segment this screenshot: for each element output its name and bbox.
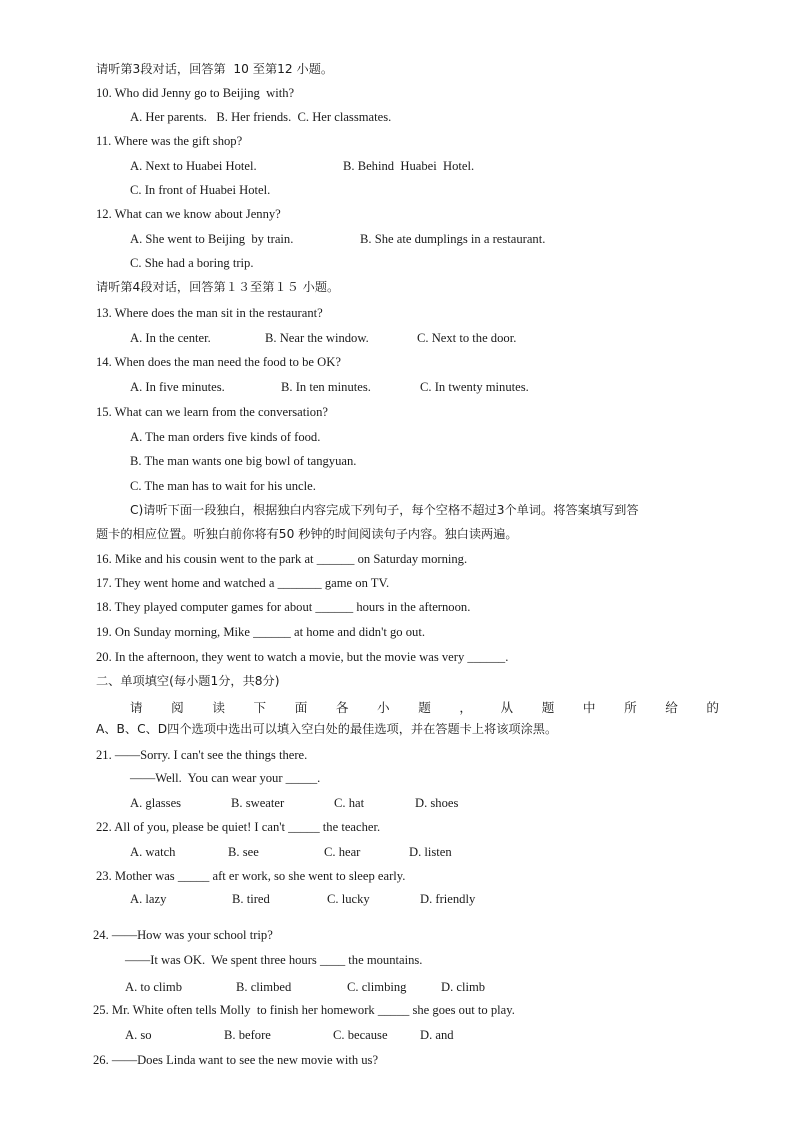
question-12-option-a: A. She went to Beijing by train. xyxy=(130,232,294,246)
question-23-option-c: C. lucky xyxy=(327,892,370,906)
question-23-option-b: B. tired xyxy=(232,892,270,906)
section-heading-part4: 请听第4段对话，回答第１３至第１５ 小题。 xyxy=(96,280,340,294)
question-23-option-d: D. friendly xyxy=(420,892,476,906)
question-14-option-b: B. In ten minutes. xyxy=(281,380,371,394)
question-14-option-a: A. In five minutes. xyxy=(130,380,225,394)
instruction-char: 阅 xyxy=(171,700,184,715)
question-22-option-c: C. hear xyxy=(324,845,361,859)
question-23-option-a: A. lazy xyxy=(130,892,167,906)
instruction-char: 题 xyxy=(541,700,555,715)
question-25-option-c: C. because xyxy=(333,1028,388,1042)
question-21-reply: ——Well. You can wear your _____. xyxy=(130,771,321,785)
question-11-option-b: B. Behind Huabei Hotel. xyxy=(343,159,475,173)
question-17: 17. They went home and watched a _______ game on TV. xyxy=(96,576,390,590)
question-13-option-b: B. Near the window. xyxy=(265,331,369,345)
question-22: 22. All of you, please be quiet! I can't _____ the teacher. xyxy=(96,820,381,834)
question-14: 14. When does the man need the food to be OK? xyxy=(96,355,341,369)
question-11-option-c: C. In front of Huabei Hotel. xyxy=(130,183,271,197)
question-11: 11. Where was the gift shop? xyxy=(96,134,243,148)
question-24: 24. ——How was your school trip? xyxy=(93,928,273,942)
section-heading-single-choice: 二、单项填空(每小题1分，共8分) xyxy=(96,674,280,688)
question-24-option-d: D. climb xyxy=(441,980,486,994)
question-10: 10. Who did Jenny go to Beijing with? xyxy=(96,86,295,100)
question-23: 23. Mother was _____ aft er work, so she went to sleep early. xyxy=(96,869,406,883)
instruction-char: 各 xyxy=(335,700,349,715)
question-24-reply: ——It was OK. We spent three hours ____ the mountains. xyxy=(125,953,423,967)
question-18: 18. They played computer games for about ______ hours in the afternoon. xyxy=(96,600,471,614)
instruction-char: 题 xyxy=(418,700,431,715)
question-15-option-a: A. The man orders five kinds of food. xyxy=(130,430,321,444)
question-13: 13. Where does the man sit in the restaurant? xyxy=(96,306,323,320)
question-25-option-d: D. and xyxy=(420,1028,454,1042)
question-15-option-c: C. The man has to wait for his uncle. xyxy=(130,479,316,493)
instruction-char: 的 xyxy=(706,700,719,715)
question-11-option-a: A. Next to Huabei Hotel. xyxy=(130,159,257,173)
question-24-option-b: B. climbed xyxy=(236,980,292,994)
question-21-option-c: C. hat xyxy=(334,796,365,810)
question-24-option-c: C. climbing xyxy=(347,980,407,994)
instruction-char: 所 xyxy=(624,700,637,715)
question-21-option-b: B. sweater xyxy=(231,796,285,810)
question-13-option-c: C. Next to the door. xyxy=(417,331,517,345)
instruction-char: 下 xyxy=(253,700,267,715)
question-12-option-c: C. She had a boring trip. xyxy=(130,256,254,270)
instruction-single-choice: A、B、C、D四个选项中选出可以填入空白处的最佳选项，并在答题卡上将该项涂黑。 xyxy=(96,722,558,736)
instruction-char: ， xyxy=(459,700,472,715)
question-25-option-b: B. before xyxy=(224,1028,271,1042)
instruction-char: 面 xyxy=(294,700,308,715)
question-15: 15. What can we learn from the conversation? xyxy=(96,405,328,419)
question-21-option-d: D. shoes xyxy=(415,796,459,810)
question-19: 19. On Sunday morning, Mike ______ at home and didn't go out. xyxy=(96,625,425,639)
question-21: 21. ——Sorry. I can't see the things there. xyxy=(96,748,308,762)
instruction-spread-line xyxy=(130,697,719,716)
question-10-options: A. Her parents. B. Her friends. C. Her classmates. xyxy=(130,110,392,124)
question-16: 16. Mike and his cousin went to the park at ______ on Saturday morning. xyxy=(96,552,468,566)
instruction-char: 给 xyxy=(665,700,678,715)
instruction-char: 请 xyxy=(130,700,143,715)
question-25-option-a: A. so xyxy=(125,1028,152,1042)
question-22-option-a: A. watch xyxy=(130,845,176,859)
instruction-monologue-line1: C)请听下面一段独白，根据独白内容完成下列句子，每个空格不超过3个单词。将答案填写到答 xyxy=(130,503,639,517)
question-15-option-b: B. The man wants one big bowl of tangyuan. xyxy=(130,454,357,468)
question-25: 25. Mr. White often tells Molly to finish her homework _____ she goes out to play. xyxy=(93,1003,515,1017)
question-14-option-c: C. In twenty minutes. xyxy=(420,380,529,394)
instruction-char: 从 xyxy=(500,700,514,715)
question-24-option-a: A. to climb xyxy=(125,980,183,994)
question-26: 26. ——Does Linda want to see the new movie with us? xyxy=(93,1053,379,1067)
instruction-char: 读 xyxy=(212,700,225,715)
question-12-option-b: B. She ate dumplings in a restaurant. xyxy=(360,232,546,246)
question-22-option-d: D. listen xyxy=(409,845,452,859)
instruction-char: 中 xyxy=(582,700,596,715)
section-heading-part3: 请听第3段对话，回答第 10 至第12 小题。 xyxy=(96,62,334,76)
question-20: 20. In the afternoon, they went to watch a movie, but the movie was very ______. xyxy=(96,650,509,664)
question-22-option-b: B. see xyxy=(228,845,259,859)
instruction-char: 小 xyxy=(377,700,390,715)
instruction-monologue-line2: 题卡的相应位置。听独白前你将有50 秒钟的时间阅读句子内容。独白读两遍。 xyxy=(96,527,518,541)
question-13-option-a: A. In the center. xyxy=(130,331,211,345)
question-21-option-a: A. glasses xyxy=(130,796,182,810)
question-12: 12. What can we know about Jenny? xyxy=(96,207,281,221)
